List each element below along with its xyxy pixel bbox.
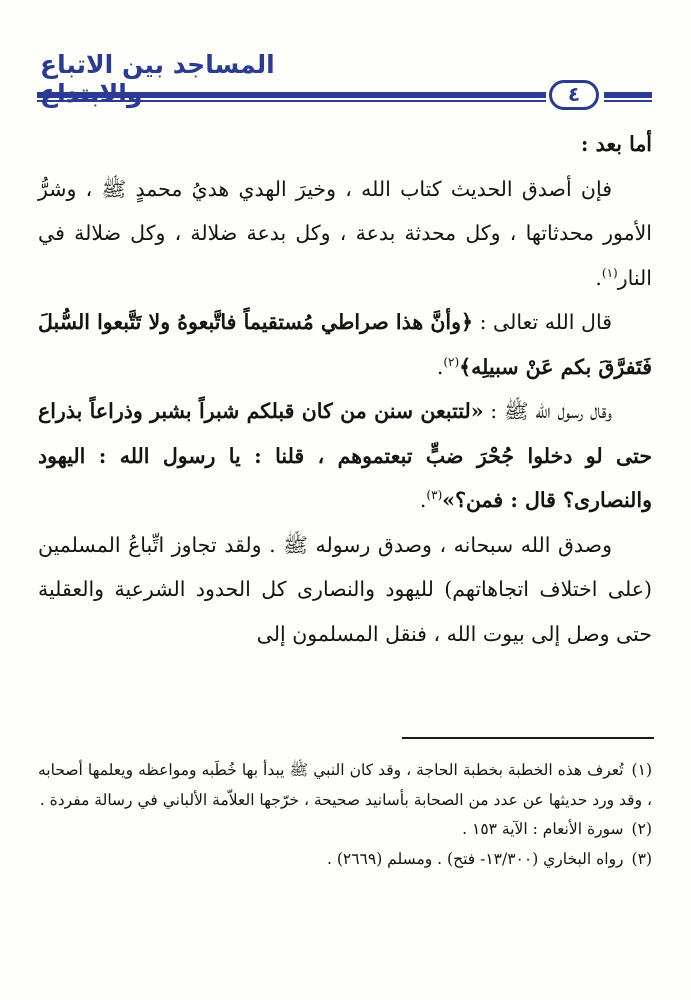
footnote-text: رواه البخاري (١٣/٣٠٠- فتح) . ومسلم (٢٦٦٩) . bbox=[326, 849, 624, 868]
footnote-ref: (١) bbox=[601, 265, 618, 280]
running-header-title: المساجد بين الاتباع bbox=[40, 50, 275, 79]
footnote-number: (١) bbox=[631, 761, 652, 779]
header-rule-thick bbox=[604, 92, 652, 98]
footnote-text: تُعرف هذه الخطبة بخطبة الحاجة ، وقد كان النبي ﷺ يبدأ بها خُطَبه ومواعظه ويعلمها أصحابه ، وقد ورد حديثها عن عدد من الصحابة بأسانيد صحيحة ، خرّجها العلاّمة الألباني في رسالة مفردة . bbox=[38, 761, 652, 809]
quote-intro: قال الله تعالى : bbox=[473, 310, 612, 334]
opening-line: أما بعد : bbox=[580, 132, 652, 156]
quote-intro: وقال رسول الله ﷺ : bbox=[483, 399, 612, 423]
paragraph-hadith: وقال رسول الله ﷺ : «لتتبعن سنن من كان قبلكم شبراً بشبر وذراعاً بذراع حتى لو دخلوا جُحْرَ ضبٍّ تبعتموهم ، قلنا : يا رسول الله : اليهود والنصارى؟ قال : فمن؟»$^{(٣)}$. bbox=[38, 399, 652, 512]
header-rule-thin bbox=[37, 100, 546, 102]
footnote-ref: (٣) bbox=[426, 488, 443, 503]
page-number-badge: ٤ bbox=[549, 80, 599, 110]
footnote-item bbox=[38, 845, 652, 875]
header-rule-right bbox=[604, 92, 652, 103]
quran-verse: ﴿وأنَّ هذا صراطي مُستقيماً فاتَّبعوهُ ولا تَتَّبعوا السُّبلَ فَتَفرَّقَ بكم عَنْ سبيلِه﴾ bbox=[38, 310, 652, 379]
header-rule-thin bbox=[604, 100, 652, 102]
paragraph-quran: قال الله تعالى : ﴿وأنَّ هذا صراطي مُستقيماً فاتَّبعوهُ ولا تَتَّبعوا السُّبلَ فَتَفرَّقَ بكم عَنْ سبيلِه﴾$^{(٢)}$. bbox=[38, 310, 652, 379]
paragraph-text: فإن أصدق الحديث كتاب الله ، وخيرَ الهدي هديُ محمدٍ ﷺ ، وشرُّ الأمور محدثاتها ، وكل محدثة بدعة ، وكل بدعة ضلالة ، وكل ضلالة في النار bbox=[38, 176, 652, 290]
footnote-text: سورة الأنعام : الآية ١٥٣ . bbox=[462, 820, 624, 839]
paragraph-commentary: وصدق الله سبحانه ، وصدق رسوله ﷺ . ولقد تجاوز اتِّباعُ المسلمين (على اختلاف اتجاهاتهم) لليهود والنصارى كل الحدود الشرعية والعقلية حتى وصل إلى بيوت الله ، فنقل المسلمون إلى bbox=[38, 532, 652, 646]
footnote-number: (٣) bbox=[631, 849, 652, 868]
footnote-item bbox=[38, 815, 652, 845]
footnote-item bbox=[38, 756, 652, 815]
footnote-ref: (٢) bbox=[443, 354, 460, 369]
footnote-number: (٢) bbox=[631, 820, 652, 839]
footnotes bbox=[38, 756, 652, 874]
header-rule-thick bbox=[37, 92, 546, 98]
header-rule-left bbox=[37, 92, 546, 103]
footnote-separator bbox=[402, 737, 654, 739]
main-text bbox=[38, 122, 652, 656]
paragraph-sermon: فإن أصدق الحديث كتاب الله ، وخيرَ الهدي هديُ محمدٍ ﷺ ، وشرُّ الأمور محدثاتها ، وكل محدثة بدعة ، وكل بدعة ضلالة ، وكل ضلالة في النار$^{(١)}$. bbox=[38, 176, 652, 290]
hadith-text: «لتتبعن سنن من كان قبلكم شبراً بشبر وذراعاً بذراع حتى لو دخلوا جُحْرَ ضبٍّ تبعتموهم ، قلنا : يا رسول الله : اليهود والنصارى؟ قال : فمن؟» bbox=[38, 399, 652, 512]
